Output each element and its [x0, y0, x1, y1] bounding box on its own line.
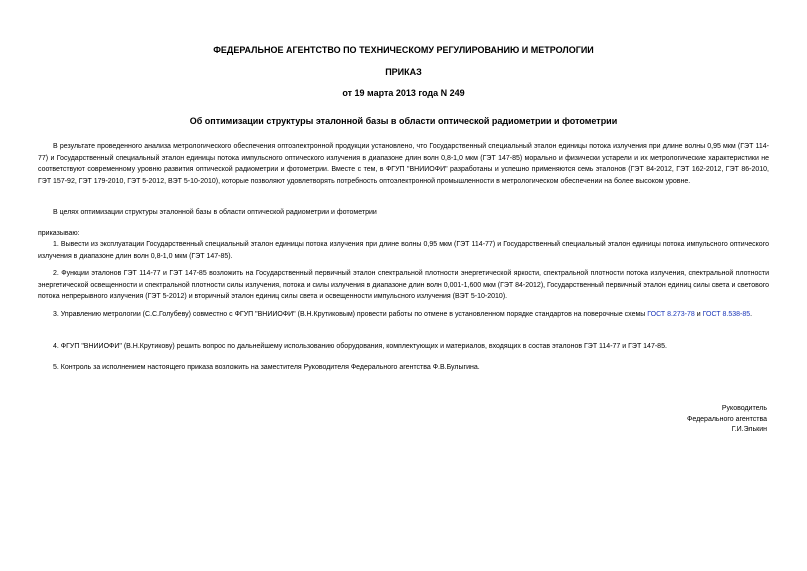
signature-name: Г.И.Элькин	[731, 426, 767, 433]
document-date: от 19 марта 2013 года N 249	[342, 88, 465, 98]
order-item-4: 4. ФГУП "ВНИИОФИ" (В.Н.Крутикову) решить вопрос по дальнейшему использованию оборудования, комплектующих и материалов, входящих в состав эталонов ГЭТ 114-77 и ГЭТ 147-85.	[53, 343, 667, 350]
order-item-3-end: .	[750, 311, 753, 318]
gost-8-538-85-link[interactable]: ГОСТ 8.538-85	[702, 311, 751, 318]
order-item-2: 2. Функции эталонов ГЭТ 114-77 и ГЭТ 147-85 возложить на Государственный первичный эталон спектральной плотности энергетической яркости, спектральной плотности потока излучения, спектральной плотности энергетической освещенности и спектральной плотности силы излучения, потока и силы излучения в диапазоне длин волн 0,001-1,600 мкм (ГЭТ 84-2012), Государственный первичный эталон единиц силы света и светового потока непрерывного излучения (ГЭТ 5-2012) и вторичный эталон единиц силы света и освещенности импульсного излучения (ВЭТ 5-10-2010).	[38, 270, 769, 300]
order-item-5: 5. Контроль за исполнением настоящего приказа возложить на заместителя Руководителя Федерального агентства Ф.В.Булыгина.	[53, 364, 480, 371]
purpose-paragraph: В целях оптимизации структуры эталонной базы в области оптической радиометрии и фотометрии	[53, 209, 377, 216]
signature-block	[567, 404, 767, 436]
signature-position: Руководитель	[721, 405, 767, 412]
agency-name: ФЕДЕРАЛЬНОЕ АГЕНТСТВО ПО ТЕХНИЧЕСКОМУ РЕГУЛИРОВАНИЮ И МЕТРОЛОГИИ	[213, 45, 594, 55]
signature-agency: Федерального агентства	[687, 415, 767, 423]
intro-paragraph: В результате проведенного анализа метрологического обеспечения оптоэлектронной продукции установлено, что Государственный специальный эталон единицы потока излучения при длине волны 0,95 мкм (ГЭТ 114-77) и Государственный специальный эталон единицы потока импульсного оптического излучения в диапазоне длин волн 0,8-1,0 мкм (ГЭТ 147-85) морально и физически устарели и их метрологические характеристики не соответствуют современному уровню развития оптической радиометрии и фотометрии. Вместе с тем, в ФГУП "ВНИИОФИ" разработаны и успешно применяются семь эталонов (ГЭТ 84-2012, ГЭТ 162-2012, ГЭТ 86-2010, ГЭТ 157-92, ГЭТ 179-2010, ГЭТ 5-2012, ВЭТ 5-10-2010), которые позволяют удовлетворять потребность оптоэлектронной промышленности в метрологическом обеспечении на более высоком уровне.	[38, 143, 769, 185]
gost-8-273-78-link[interactable]: ГОСТ 8.273-78	[647, 311, 695, 318]
order-word: приказываю:	[38, 230, 80, 237]
document-type: ПРИКАЗ	[385, 67, 422, 77]
order-item-3	[38, 309, 769, 321]
order-item-1: 1. Вывести из эксплуатации Государственный специальный эталон единицы потока излучения при длине волны 0,95 мкм (ГЭТ 114-77) и Государственный специальный эталон единицы потока импульсного оптического излучения в диапазоне длин волн 0,8-1,0 мкм (ГЭТ 147-85).	[38, 241, 769, 260]
document-title: Об оптимизации структуры эталонной базы в области оптической радиометрии и фотометрии	[189, 116, 618, 126]
order-item-3-text: 3. Управлению метрологии (С.С.Голубеву) совместно с ФГУП "ВНИИОФИ" (В.Н.Крутиковым) провести работы по отмене в установленном порядке стандартов на поверочные схемы	[53, 311, 648, 318]
order-item-3-and: и	[694, 311, 703, 318]
